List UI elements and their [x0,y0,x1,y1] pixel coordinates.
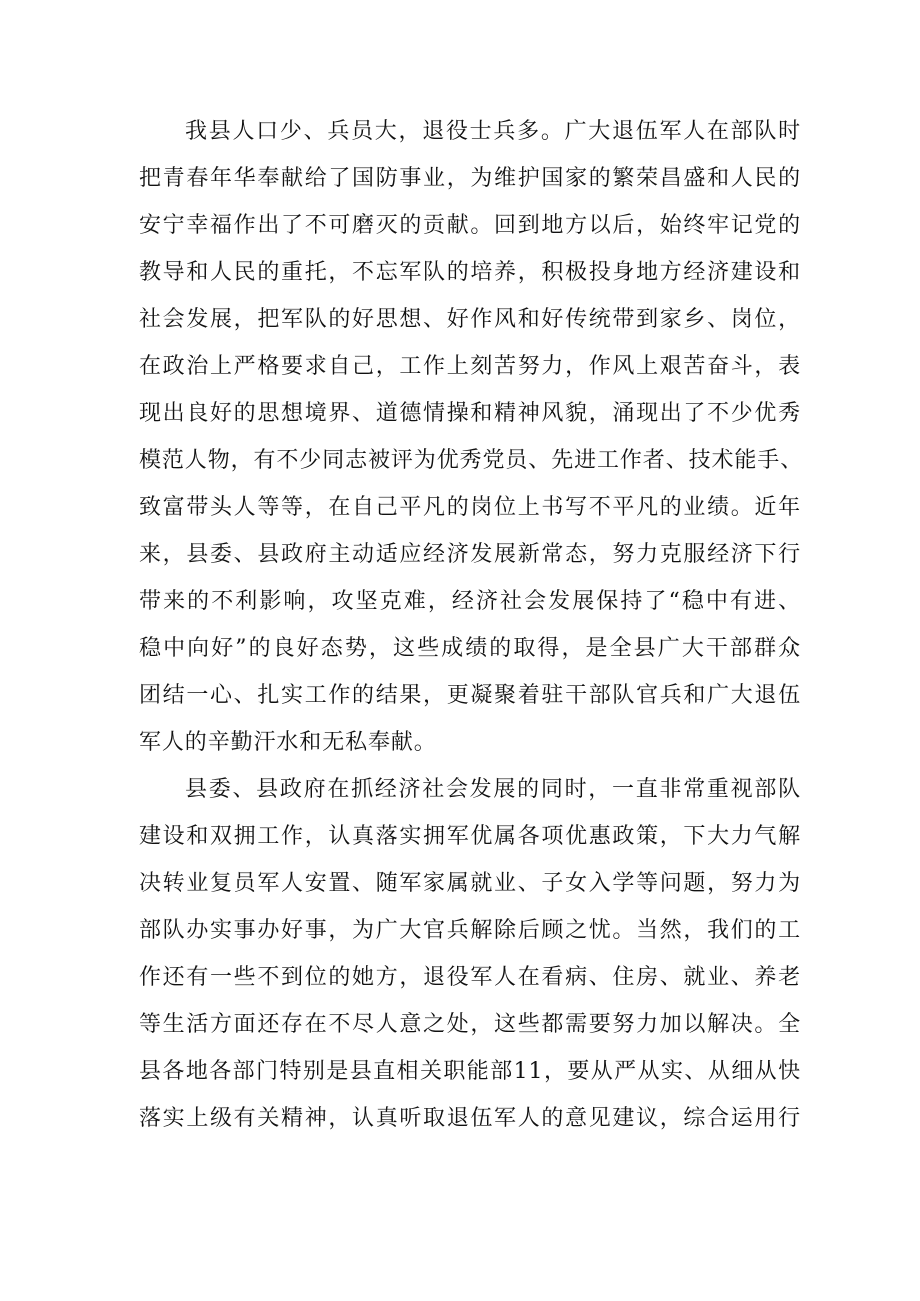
text-line: 作还有一些不到位的她方，退役军人在看病、住房、就业、养老 [139,965,801,990]
text-line: 建设和双拥工作，认真落实拥军优属各项优惠政策，下大力气解 [139,824,801,849]
text-line: 现出良好的思想境界、道德情操和精神风貌，涌现出了不少优秀 [139,401,801,426]
text-line: 稳中向好”的良好态势，这些成绩的取得，是全县广大干部群众 [139,636,801,661]
text-line: 带来的不利影响，攻坚克难，经济社会发展保持了“稳中有进、 [139,589,801,614]
text-line: 教导和人民的重托，不忘军队的培养，积极投身地方经济建设和 [139,260,801,285]
text-line: 致富带头人等等，在自己平凡的岗位上书写不平凡的业绩。近年 [139,495,801,520]
text-line: 模范人物，有不少同志被评为优秀党员、先进工作者、技术能手、 [139,448,804,473]
paragraph-1 [139,108,804,766]
paragraph-2 [139,766,801,1142]
text-line: 在政治上严格要求自己，工作上刻苦努力，作风上艰苦奋斗，表 [139,354,801,379]
text-line: 来，县委、县政府主动适应经济发展新常态，努力克服经济下行 [139,542,801,567]
text-line: 团结一心、扎实工作的结果，更凝聚着驻干部队官兵和广大退伍 [139,683,801,708]
text-line: 县委、县政府在抓经济社会发展的同时，一直非常重视部队 [185,777,801,802]
text-line: 军人的辛勤汗水和无私奉献。 [139,730,437,755]
text-line: 县各地各部门特别是县直相关职能部11，要从严从实、从细从快 [139,1059,801,1084]
text-line: 决转业复员军人安置、随军家属就业、子女入学等问题，努力为 [139,871,801,896]
text-line: 等生活方面还存在不尽人意之处，这些都需要努力加以解决。全 [139,1012,801,1037]
text-line: 安宁幸福作出了不可磨灭的贡献。回到地方以后，始终牢记党的 [139,213,801,238]
text-line: 社会发展，把军队的好思想、好作风和好传统带到家乡、岗位， [139,307,801,332]
document-body [139,108,804,1142]
text-line: 部队办实事办好事，为广大官兵解除后顾之忧。当然，我们的工 [139,918,801,943]
text-line: 把青春年华奉献给了国防事业，为维护国家的繁荣昌盛和人民的 [139,166,801,191]
text-line: 我县人口少、兵员大，退役士兵多。广大退伍军人在部队时 [185,119,801,144]
text-line: 落实上级有关精神，认真听取退伍军人的意见建议，综合运用行 [139,1106,801,1131]
